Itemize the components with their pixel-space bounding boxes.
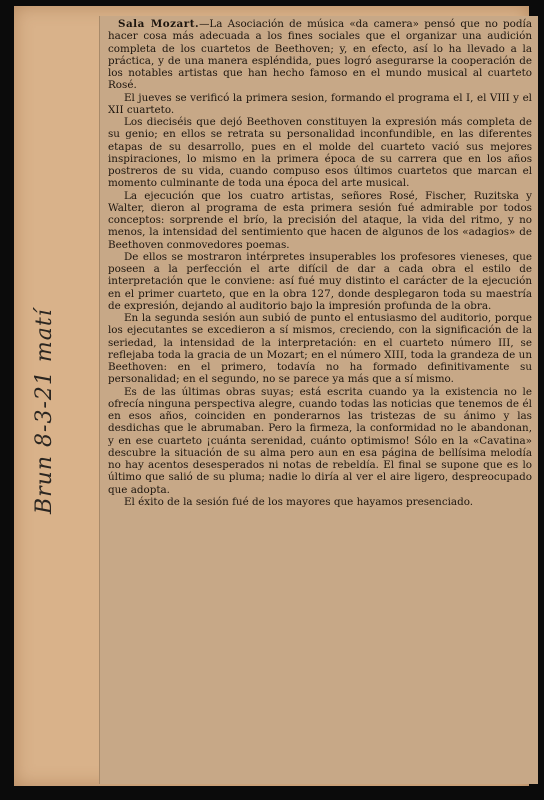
article-paragraph-5: De ellos se mostraron intérpretes insuperables los profesores vieneses, que poseen a la perfección el arte difícil de dar a cada obra el estilo de interpretación que le conviene: así fué muy distinto el carácter de la ejecución en el primer cuarteto, que en la obra 127, donde desplegaron toda su maestría de expresión, dejando al auditorio bajo la impresión profunda de la obra.: [108, 250, 532, 312]
article-paragraph-3: Los dieciséis que dejó Beethoven constituyen la expresión más completa de su genio; en ellos se retrata su personalidad inconfundible, en las diferentes etapas de su desarrollo, pues en el molde del cuarteto vació sus mejores inspiraciones, lo mismo en la primera época de su carrera que en los años postreros de su vida, cuando compuso esos últimos cuartetos que marcan el momento culminante de toda una época del arte musical.: [108, 116, 532, 190]
article-paragraph-2: El jueves se verificó la primera sesion, formando el programa el I, el VIII y el XII cuarteto.: [108, 91, 532, 116]
article-paragraph-8: El éxito de la sesión fué de los mayores que hayamos presenciado.: [124, 495, 474, 508]
paragraph-text: —La Asociación de música «da camera» pensó que no podía hacer cosa más adecuada a los fines sociales que el organizar una audición completa de los cuartetos de Beethoven; y, en efecto, así lo ha llevado a la práctica, y de una manera espléndida, pues logró asegurarse la cooperación de los notables artistas que han hecho famoso en el mundo musical al cuarteto Rosé.: [108, 18, 532, 92]
article-body: [100, 16, 538, 508]
article-paragraph-7: Es de las últimas obras suyas; está escrita cuando ya la existencia no le ofrecía ninguna perspectiva alegre, cuando todas las noticias que tenemos de él en esos años, coinciden en ponderarnos las tristezas de su ánimo y las desdichas que le abrumaban. Pero la firmeza, la conformidad no le abandonan, y en ese cuarteto ¡cuánta serenidad, cuánto optimismo! Sólo en la «Cavatina» descubre la situación de su alma pero aun en esa página de bellísima melodía no hay acentos desesperados ni notas de rebeldía. El final se supone que es lo último que salió de su pluma; nadie lo diría al ver el aire ligero, despreocupado que adopta.: [108, 385, 532, 496]
handwritten-date-note: Brun 8-3-21 matí: [32, 308, 57, 514]
newspaper-clipping: [99, 16, 538, 784]
article-paragraph-1: [108, 18, 532, 92]
article-paragraph-6: En la segunda sesión aun subió de punto el entusiasmo del auditorio, porque los ejecutantes se excedieron a sí mismos, creciendo, con la significación de la seriedad, la intensidad de la interpretación: en el cuarteto número III, se reflejaba toda la gracia de un Mozart; en el número XIII, toda la grandeza de un Beethoven: en el primero, todavía no ha formado definitivamente su personalidad; en el segundo, no se parece ya más que a sí mismo.: [108, 312, 532, 386]
article-heading: Sala Mozart.: [118, 18, 200, 30]
backing-sheet: [14, 6, 532, 786]
article-paragraph-4: La ejecución que los cuatro artistas, señores Rosé, Fischer, Ruzitska y Walter, dieron al programa de esta primera sesión fué admirable por todos conceptos: sorprende el brío, la precisión del ataque, la vida del ritmo, y no menos, la intensidad del sentimiento que hacen de algunos de los «adagios» de Beethoven conmovedores poemas.: [108, 189, 532, 251]
